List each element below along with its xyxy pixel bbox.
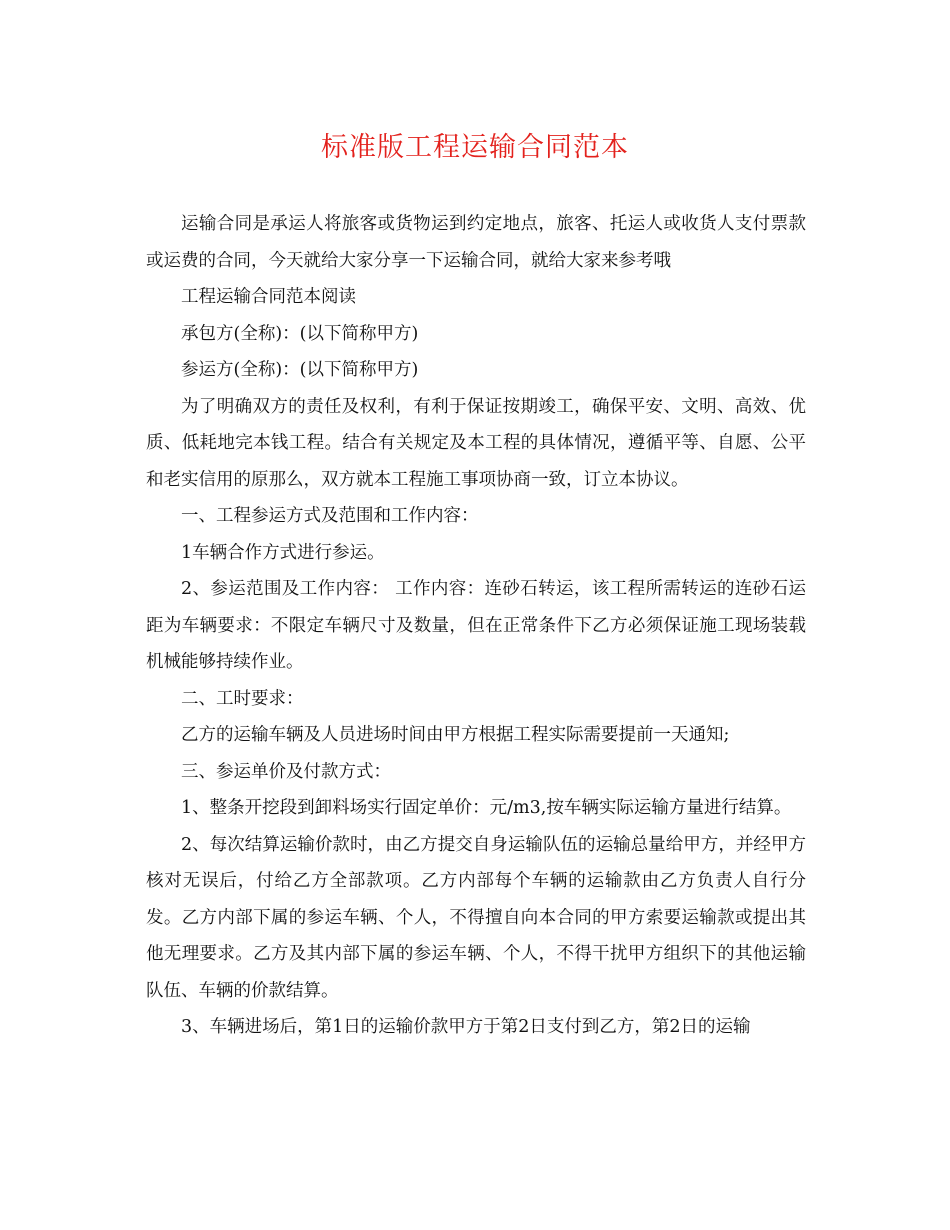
paragraph-purpose: 为了明确双方的责任及权利，有利于保证按期竣工，确保平安、文明、高效、优质、低耗地完本钱工程。结合有关规定及本工程的具体情况，遵循平等、自愿、公平和老实信用的原那么，双方就本工程施工事项协商一致，订立本协议。 (146, 396, 806, 490)
section-heading-1: 一、工程参运方式及范围和工作内容： (181, 506, 479, 526)
paragraph-clause-2: 乙方的运输车辆及人员进场时间由甲方根据工程实际需要提前一天通知; (181, 725, 730, 745)
paragraph-clause-3-1: 1、整条开挖段到卸料场实行固定单价：元/m3,按车辆实际运输方量进行结算。 (181, 798, 792, 818)
section-heading-3: 三、参运单价及付款方式： (181, 761, 391, 782)
paragraph-clause-1-2: 2、参运范围及工作内容： 工作内容：连砂石转运，该工程所需转运的连砂石运距为车辆要求：不限定车辆尺寸及数量，但在正常条件下乙方必须保证施工现场装载机械能够持续作业。 (146, 579, 806, 672)
document-title: 标准版工程运输合同范本 (321, 132, 629, 163)
paragraph-party-a: 承包方(全称)：(以下简称甲方) (181, 323, 419, 344)
paragraph-clause-1-1: 1车辆合作方式进行参运。 (181, 542, 385, 563)
section-heading-2: 二、工时要求： (181, 688, 304, 709)
paragraph-heading-read: 工程运输合同范本阅读 (181, 287, 356, 307)
paragraph-intro: 运输合同是承运人将旅客或货物运到约定地点，旅客、托运人或收货人支付票款或运费的合同，今天就给大家分享一下运输合同，就给大家来参考哦 (146, 214, 806, 271)
paragraph-clause-3-2: 2、每次结算运输价款时，由乙方提交自身运输队伍的运输总量给甲方，并经甲方核对无误后，付给乙方全部款项。乙方内部每个车辆的运输款由乙方负责人自行分发。乙方内部下属的参运车辆、个人，不得擅自向本合同的甲方索要运输款或提出其他无理要求。乙方及其内部下属的参运车辆、个人，不得干扰甲方组织下的其他运输队伍、车辆的价款结算。 (146, 834, 806, 1001)
document-body (146, 206, 806, 1046)
paragraph-party-b: 参运方(全称)：(以下简称甲方) (181, 360, 419, 380)
paragraph-clause-3-3: 3、车辆进场后，第1日的运输价款甲方于第2日支付到乙方，第2日的运输 (181, 1017, 751, 1037)
